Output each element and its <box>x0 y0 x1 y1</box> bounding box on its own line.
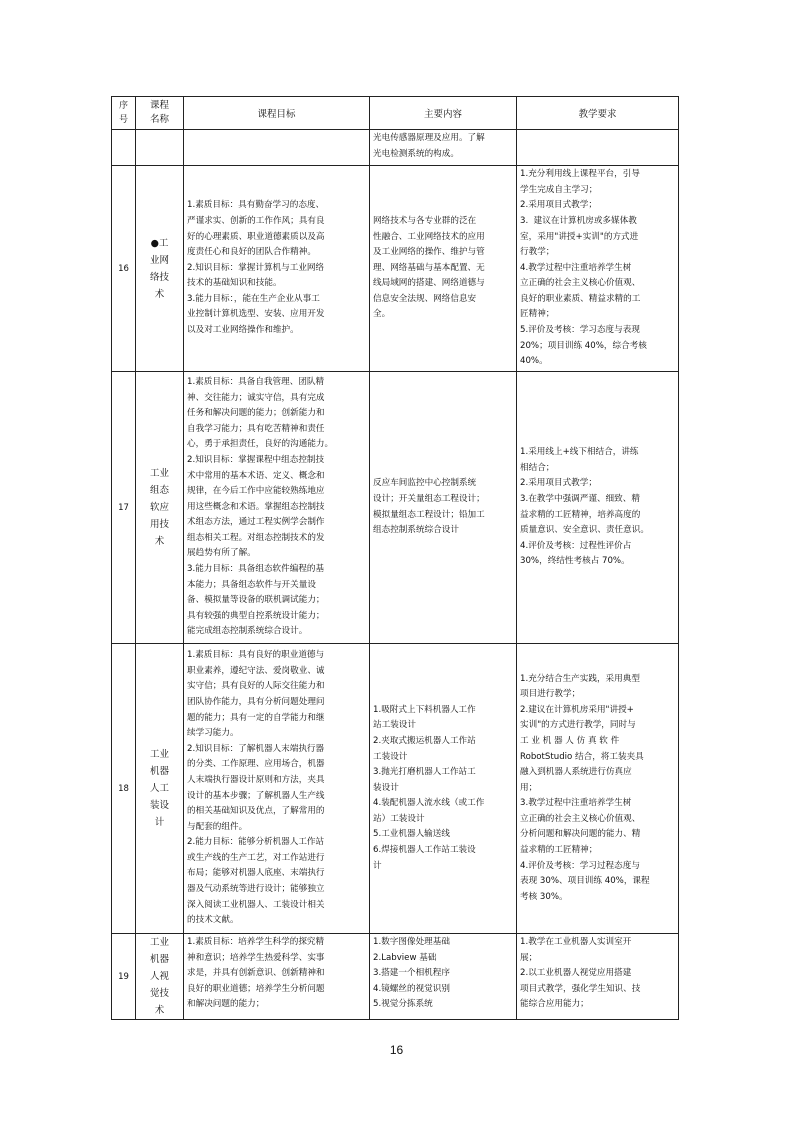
cell-line: 本能力；具备组态软件与开关量设 <box>187 579 316 590</box>
cell-line: 4.评价及考核：过程性评价占 <box>520 540 632 551</box>
cell-line: 信息安全法规、网络信息安 <box>373 293 477 304</box>
cell-line: 1.数字图像处理基础 <box>373 937 450 947</box>
cell-line: 4.镜螺丝的视觉识别 <box>373 983 450 994</box>
course-content <box>370 934 517 1020</box>
cell-line: 1.素质目标：具有勤奋学习的态度、 <box>187 200 325 211</box>
cell-line: 或生产线的生产工艺，对工作站进行 <box>187 852 325 863</box>
cell-line: 30%，终结性考核占 70%。 <box>520 556 630 567</box>
cell-line: 的技术文献。 <box>187 915 239 926</box>
cell-line: 能综合应用能力； <box>520 999 589 1010</box>
cell-line: 2.建议在计算机房采用"讲授+ <box>520 704 634 715</box>
cell-line: 全。 <box>373 309 391 320</box>
cell-line: 器及气动系统等进行设计；能够独立 <box>187 884 325 895</box>
cell-line: 反应车间监控中心控制系统 <box>373 478 477 489</box>
cell-line: 站工装设计 <box>373 720 416 731</box>
cell-line: 立正确的社会主义核心价值观、 <box>520 278 641 289</box>
cell-line: 3. 建议在计算机房或多媒体教 <box>520 215 637 226</box>
cell-line: 匠精神； <box>520 309 555 320</box>
cell-line: 与配套的组件。 <box>187 821 248 832</box>
cell-line: 项目进行教学； <box>520 689 581 700</box>
page-number: 16 <box>389 1043 404 1057</box>
header-content: 主要内容 <box>370 97 517 130</box>
cell-line: 的相关基础知识及优点，了解常用的 <box>187 806 325 817</box>
course-number: 16 <box>112 166 136 372</box>
table-row <box>112 372 679 644</box>
teaching-requirements <box>517 166 679 372</box>
cell-line: 2.知识目标：了解机器人末端执行器 <box>187 743 325 754</box>
cell-line: 规律，在今后工作中应能较熟练地应 <box>187 486 325 497</box>
cell-line: 良好的职业素质、精益求精的工 <box>520 293 641 304</box>
header-no: 序 号 <box>112 97 136 130</box>
cell-line: 模拟量组态工程设计；铅加工 <box>373 509 485 520</box>
cell-line: 设计；开关量组态工程设计； <box>373 493 485 504</box>
cell-line: 1.吸附式上下料机器人工作 <box>373 704 476 715</box>
cell-line: 益求精的工匠精神，培养高度的 <box>520 509 641 520</box>
cell-line: 3.搭建一个相机程序 <box>373 968 450 979</box>
cell-content <box>370 130 517 166</box>
cell-name <box>136 130 184 166</box>
cell-goal <box>184 130 370 166</box>
cell-line: 实训"的方式进行教学，同时与 <box>520 720 636 731</box>
cell-line: 考核 30%。 <box>520 891 568 902</box>
cell-line: 2.能力目标：能够分析机器人工作站 <box>187 837 325 848</box>
cell-line: 4.教学过程中注重培养学生树 <box>520 262 632 273</box>
table-header-row <box>112 97 679 130</box>
cell-line: 1.充分利用线上课程平台，引导 <box>520 169 640 180</box>
cell-line: 和解决问题的能力； <box>187 999 265 1010</box>
cell-line: 职业素养，遵纪守法、爱岗敬业、诚 <box>187 665 325 676</box>
header-name: 课程 名称 <box>136 97 184 130</box>
table-row <box>112 934 679 1020</box>
cell-line: 2.以工业机器人视觉应用搭建 <box>520 968 632 979</box>
course-number: 18 <box>112 644 136 934</box>
cell-line: 1.采用线上+线下相结合，讲练 <box>520 447 639 458</box>
cell-line: 好的心理素质、职业道德素质以及高 <box>187 231 325 242</box>
cell-line: 严谨求实、创新的工作作风；具有良 <box>187 215 325 226</box>
course-name: 工业 机器 人工 装设 计 <box>136 644 184 934</box>
course-goal <box>184 372 370 644</box>
cell-line: 用这些概念和术语。掌握组态控制技 <box>187 501 325 512</box>
course-name: ●工 业网 络技 术 <box>136 166 184 372</box>
cell-line: 20%；项目训练 40%，综合考核 <box>520 340 647 351</box>
cell-line: 4.装配机器人流水线（或工作 <box>373 798 485 809</box>
cell-line: 团队协作能力，具有分析问题处理问 <box>187 696 325 707</box>
teaching-requirements <box>517 644 679 934</box>
cell-line: 能完成组态控制系统综合设计。 <box>187 626 308 637</box>
cell-line: 3.抛光打磨机器人工作站工 <box>373 767 476 778</box>
cell-line: 神、交往能力；诚实守信，具有完成 <box>187 392 325 403</box>
cell-line: 1.素质目标：具有良好的职业道德与 <box>187 650 325 661</box>
course-name: 工业 机器 人视 觉技 术 <box>136 934 184 1020</box>
cell-line: 术中常用的基本术语、定义、概念和 <box>187 470 325 481</box>
table-row-continuation <box>112 130 679 166</box>
cell-line: 线局域网的搭建、网络道德与 <box>373 278 485 289</box>
cell-line: 质量意识、安全意识、责任意识。 <box>520 525 649 536</box>
cell-line: 6.焊接机器人工作站工装设 <box>373 845 476 856</box>
cell-line: 1.素质目标：具备自我管理、团队精 <box>187 376 325 387</box>
cell-line: 深入阅读工业机器人、工装设计相关 <box>187 899 325 910</box>
cell-line: 3.教学过程中注重培养学生树 <box>520 798 632 809</box>
cell-line: 展趋势有所了解。 <box>187 548 256 559</box>
cell-line: 5.评价及考核：学习态度与表现 <box>520 325 640 336</box>
course-name: 工业 组态 软应 用技 术 <box>136 372 184 644</box>
table-row <box>112 644 679 934</box>
cell-line: 心，勇于承担责任，良好的沟通能力。 <box>187 439 334 450</box>
course-content <box>370 166 517 372</box>
cell-no <box>112 130 136 166</box>
cell-line: 5.视觉分拣系统 <box>373 999 433 1010</box>
header-goal: 课程目标 <box>184 97 370 130</box>
cell-line: 行教学； <box>520 247 555 258</box>
course-goal <box>184 934 370 1020</box>
cell-line: 3.能力目标：具备组态软件编程的基 <box>187 564 325 575</box>
course-number: 19 <box>112 934 136 1020</box>
cell-line: 光电检测系统的构成。 <box>373 148 459 159</box>
cell-line: RobotStudio 结合，将工装夹具 <box>520 751 644 762</box>
cell-line: 及工业网络的操作、维护与管 <box>373 247 485 258</box>
cell-line: 2.知识目标：掌握计算机与工业网络 <box>187 262 325 273</box>
cell-line: 2.采用项目式教学； <box>520 200 597 211</box>
course-content <box>370 372 517 644</box>
cell-line: 组态相关工程。对组态控制技术的发 <box>187 532 325 543</box>
table-row <box>112 166 679 372</box>
cell-line: 表现 30%、项目训练 40%，课程 <box>520 876 650 887</box>
cell-line: 1.素质目标：培养学生科学的探究精 <box>187 937 325 947</box>
cell-line: 网络技术与各专业群的泛在 <box>373 215 477 226</box>
cell-line: 任务和解决问题的能力；创新能力和 <box>187 408 325 419</box>
cell-line: 光电传感器原理及应用。了解 <box>373 133 485 143</box>
cell-line: 2.夹取式搬运机器人工作站 <box>373 735 476 746</box>
cell-line: 益求精的工匠精神； <box>520 845 598 856</box>
cell-line: 40%。 <box>520 356 548 367</box>
cell-line: 项目式教学，强化学生知识、技 <box>520 983 641 994</box>
cell-line: 计 <box>373 860 382 871</box>
cell-line: 理、网络基础与基本配置、无 <box>373 262 485 273</box>
cell-line: 以及对工业网络操作和维护。 <box>187 325 299 336</box>
cell-line: 5.工业机器人输送线 <box>373 829 450 840</box>
cell-line: 3.能力目标：，能在生产企业从事工 <box>187 293 320 304</box>
course-number: 17 <box>112 372 136 644</box>
cell-line: 3.在教学中强调严谨、细致、精 <box>520 493 640 504</box>
cell-line: 具有较强的典型自控系统设计能力； <box>187 610 325 621</box>
cell-line: 2.采用项目式教学； <box>520 478 597 489</box>
cell-line: 工装设计 <box>373 751 408 762</box>
cell-line: 人末端执行器设计原则和方法，夹具 <box>187 774 325 785</box>
cell-line: 用； <box>520 782 538 793</box>
header-req: 教学要求 <box>517 97 679 130</box>
cell-line: 展； <box>520 952 538 963</box>
cell-line: 立正确的社会主义核心价值观、 <box>520 813 641 824</box>
cell-line: 实守信；具有良好的人际交往能力和 <box>187 681 325 692</box>
cell-line: 2.Labview 基础 <box>373 952 437 963</box>
course-goal <box>184 644 370 934</box>
cell-line: 站）工装设计 <box>373 813 425 824</box>
cell-line: 1.教学在工业机器人实训室开 <box>520 937 632 947</box>
teaching-requirements <box>517 934 679 1020</box>
cell-line: 业控制计算机选型、安装、应用开发 <box>187 309 325 320</box>
cell-line: 工 业 机 器 人 仿 真 软 件 <box>520 735 620 746</box>
cell-line: 求是，并具有创新意识、创新精神和 <box>187 968 325 979</box>
cell-line: 相结合； <box>520 462 555 473</box>
cell-line: 组态控制系统综合设计 <box>373 525 459 536</box>
course-goal <box>184 166 370 372</box>
cell-req <box>517 130 679 166</box>
cell-line: 室，采用"讲授+实训"的方式进 <box>520 231 639 242</box>
cell-line: 性融合、工业网络技术的应用 <box>373 231 485 242</box>
cell-line: 度责任心和良好的团队合作精神。 <box>187 247 316 258</box>
cell-line: 良好的职业道德；培养学生分析问题 <box>187 983 325 994</box>
cell-line: 融入到机器人系统进行仿真应 <box>520 767 632 778</box>
course-content <box>370 644 517 934</box>
course-table <box>111 96 679 1020</box>
cell-line: 神和意识；培养学生热爱科学、实事 <box>187 952 325 963</box>
cell-line: 4.评价及考核：学习过程态度与 <box>520 860 640 871</box>
cell-line: 布局；能够对机器人底座、末端执行 <box>187 868 325 879</box>
cell-line: 技术的基础知识和技能。 <box>187 278 282 289</box>
cell-line: 1.充分结合生产实践，采用典型 <box>520 673 640 684</box>
cell-line: 2.知识目标：掌握课程中组态控制技 <box>187 454 325 465</box>
cell-line: 备、模拟量等设备的联机调试能力； <box>187 595 325 606</box>
cell-line: 术组态方法，通过工程实例学会制作 <box>187 517 325 528</box>
teaching-requirements <box>517 372 679 644</box>
cell-line: 装设计 <box>373 782 399 793</box>
cell-line: 题的能力；具有一定的自学能力和继 <box>187 712 325 723</box>
cell-line: 自我学习能力；具有吃苦精神和责任 <box>187 423 325 434</box>
cell-line: 设计的基本步骤；了解机器人生产线 <box>187 790 325 801</box>
cell-line: 的分类、工作原理、应用场合，机器 <box>187 759 325 770</box>
cell-line: 续学习能力。 <box>187 728 239 739</box>
cell-line: 分析问题和解决问题的能力、精 <box>520 829 641 840</box>
cell-line: 学生完成自主学习； <box>520 184 598 195</box>
